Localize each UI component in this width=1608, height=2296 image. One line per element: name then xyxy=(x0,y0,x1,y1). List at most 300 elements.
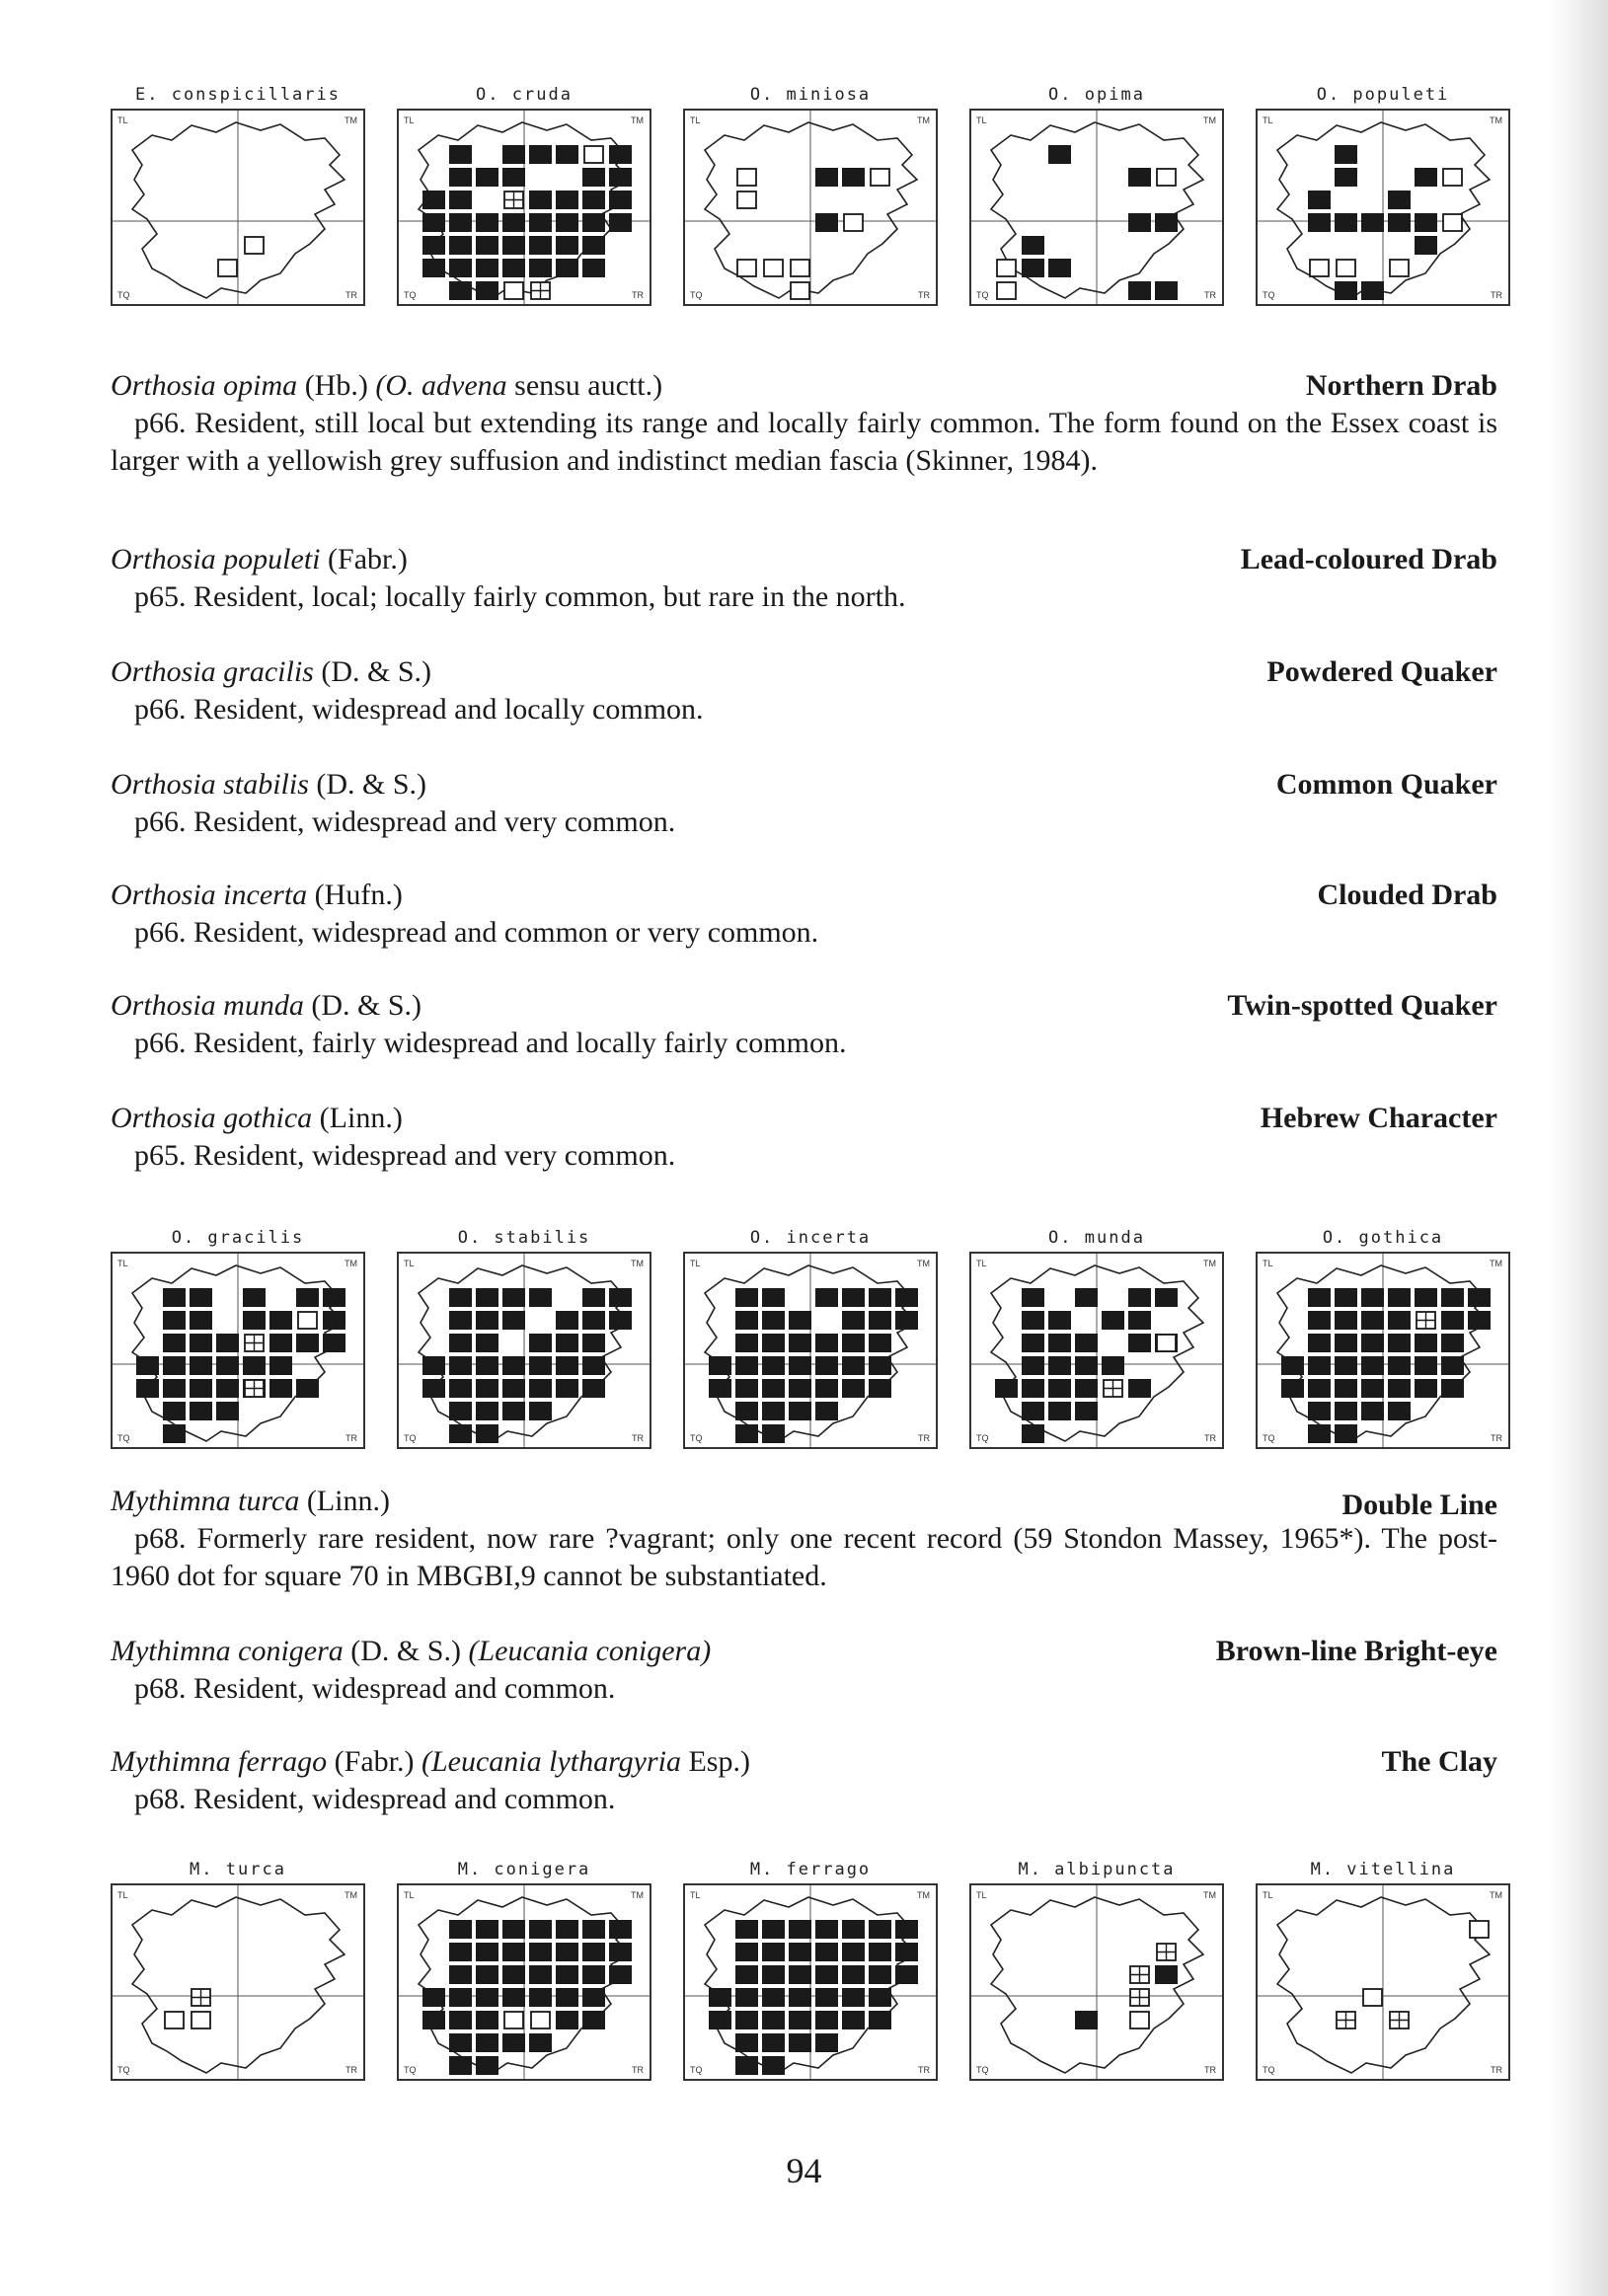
record-square-recent xyxy=(1308,1379,1331,1398)
record-square-recent xyxy=(762,1356,785,1375)
record-square-old xyxy=(1157,169,1176,186)
record-square-recent xyxy=(869,1920,891,1939)
record-square-recent xyxy=(449,1943,472,1961)
grid-corner-label: TR xyxy=(345,1433,357,1443)
record-square-recent xyxy=(449,236,472,255)
record-square-recent xyxy=(609,1311,632,1330)
essex-grid-map xyxy=(971,1885,1222,2079)
record-square-recent xyxy=(582,259,605,277)
grid-corner-label: TL xyxy=(404,1259,415,1268)
record-square-recent xyxy=(1388,1402,1411,1420)
essex-grid-map xyxy=(685,111,936,304)
record-square-old xyxy=(1443,214,1462,231)
grid-corner-label: TL xyxy=(976,115,987,125)
record-square-old xyxy=(165,2012,184,2028)
grid-corner-label: TR xyxy=(918,290,930,300)
map-frame xyxy=(1256,1252,1510,1449)
common-name: Clouded Drab xyxy=(1317,879,1497,911)
record-square-recent xyxy=(476,213,498,232)
record-square-recent xyxy=(1441,1379,1464,1398)
map-species-label: O. munda xyxy=(1048,1228,1145,1248)
record-square-recent xyxy=(1155,213,1178,232)
record-square-recent xyxy=(735,1920,758,1939)
record-square-recent xyxy=(1361,1402,1384,1420)
record-square-old xyxy=(504,282,523,299)
record-square-recent xyxy=(1335,1424,1357,1443)
record-square-recent xyxy=(815,213,838,232)
record-square-recent xyxy=(895,1943,918,1961)
record-square-recent xyxy=(190,1379,212,1398)
record-square-recent xyxy=(269,1311,292,1330)
grid-corner-label: TL xyxy=(1263,1890,1273,1900)
record-square-recent xyxy=(609,1965,632,1984)
record-square-old xyxy=(997,260,1016,276)
record-square-recent xyxy=(476,168,498,187)
record-square-recent xyxy=(449,1920,472,1939)
record-square-recent xyxy=(842,1334,865,1352)
record-square-recent xyxy=(869,2011,891,2029)
distribution-map xyxy=(969,1856,1224,2081)
map-species-label: O. incerta xyxy=(749,1228,872,1248)
map-species-label: O. opima xyxy=(1048,85,1145,105)
record-square-recent xyxy=(216,1379,239,1398)
distribution-map xyxy=(969,81,1224,306)
record-square-old xyxy=(1310,260,1329,276)
record-square-recent xyxy=(582,191,605,209)
record-square-recent xyxy=(163,1379,186,1398)
record-square-recent xyxy=(323,1311,345,1330)
grid-corner-label: TL xyxy=(117,115,128,125)
record-square-recent xyxy=(449,1288,472,1307)
species-accounts-orthosia xyxy=(111,367,1497,1179)
record-square-recent xyxy=(735,2056,758,2075)
record-square-recent xyxy=(163,1356,186,1375)
record-square-recent xyxy=(269,1334,292,1352)
record-square-recent xyxy=(1388,1334,1411,1352)
map-frame xyxy=(111,109,365,306)
record-square-recent xyxy=(842,1356,865,1375)
species-description: p66. Resident, widespread and common or very common. xyxy=(134,916,819,949)
record-square-recent xyxy=(502,1943,525,1961)
record-square-recent xyxy=(476,1965,498,1984)
grid-corner-label: TM xyxy=(345,1890,357,1900)
grid-corner-label: TQ xyxy=(117,1433,130,1443)
record-square-recent xyxy=(1048,1334,1071,1352)
record-square-recent xyxy=(869,1379,891,1398)
record-square-recent xyxy=(1308,213,1331,232)
record-square-recent xyxy=(529,1356,552,1375)
record-square-recent xyxy=(556,2011,578,2029)
record-square-recent xyxy=(1335,1334,1357,1352)
grid-corner-label: TM xyxy=(631,1890,644,1900)
map-species-label: M. conigera xyxy=(457,1860,591,1879)
record-square-recent xyxy=(529,1334,552,1352)
grid-corner-label: TL xyxy=(117,1890,128,1900)
record-square-recent xyxy=(529,1402,552,1420)
grid-corner-label: TM xyxy=(917,1259,930,1268)
record-square-recent xyxy=(1022,1379,1044,1398)
record-square-recent xyxy=(869,1288,891,1307)
record-square-recent xyxy=(582,1356,605,1375)
record-square-recent xyxy=(582,2011,605,2029)
species-description: p68. Resident, widespread and common. xyxy=(134,1672,616,1705)
record-square-recent xyxy=(190,1288,212,1307)
record-square-recent xyxy=(789,1988,811,2007)
record-square-recent xyxy=(1415,1356,1437,1375)
record-square-old xyxy=(298,1312,317,1329)
record-square-recent xyxy=(735,1356,758,1375)
record-square-recent xyxy=(1308,1334,1331,1352)
record-square-recent xyxy=(842,1988,865,2007)
record-square-old xyxy=(584,146,603,163)
grid-corner-label: TM xyxy=(631,115,644,125)
essex-grid-map xyxy=(399,111,650,304)
record-square-recent xyxy=(1155,281,1178,300)
map-frame xyxy=(969,109,1224,306)
grid-corner-label: TR xyxy=(1204,290,1216,300)
grid-corner-label: TR xyxy=(1491,2065,1502,2075)
record-square-recent xyxy=(609,145,632,164)
record-square-recent xyxy=(529,1920,552,1939)
record-square-recent xyxy=(476,259,498,277)
record-square-recent xyxy=(815,2033,838,2052)
common-name: Northern Drab xyxy=(1305,369,1497,402)
grid-corner-label: TL xyxy=(976,1890,987,1900)
grid-corner-label: TR xyxy=(1491,290,1502,300)
record-square-old xyxy=(764,260,783,276)
distribution-maps-row-2 xyxy=(111,1224,1502,1520)
grid-corner-label: TR xyxy=(345,2065,357,2075)
grid-corner-label: TR xyxy=(1204,2065,1216,2075)
grid-corner-label: TM xyxy=(631,1259,644,1268)
scientific-name: Orthosia stabilis (D. & S.) xyxy=(111,768,427,801)
record-square-recent xyxy=(762,2056,785,2075)
grid-corner-label: TQ xyxy=(1263,2065,1275,2075)
record-square-recent xyxy=(869,1311,891,1330)
record-square-recent xyxy=(609,168,632,187)
species-description: p66. Resident, widespread and locally common. xyxy=(134,693,704,726)
record-square-recent xyxy=(1128,281,1151,300)
species-description: p66. Resident, still local but extending its range and locally fairly common. The form found on the Essex coast is larger with a yellowish grey suffusion and indistinct median fascia (Skinner, 1984). xyxy=(111,407,1497,477)
record-square-recent xyxy=(815,1988,838,2007)
species-description: p65. Resident, local; locally fairly common, but rare in the north. xyxy=(134,580,906,613)
record-square-recent xyxy=(163,1311,186,1330)
map-frame xyxy=(111,1883,365,2081)
grid-corner-label: TL xyxy=(690,1890,701,1900)
essex-grid-map xyxy=(113,111,363,304)
record-square-recent xyxy=(529,236,552,255)
map-species-label: M. turca xyxy=(190,1860,286,1879)
record-square-recent xyxy=(869,1965,891,1984)
map-species-label: M. ferrago xyxy=(749,1860,872,1879)
record-square-recent xyxy=(709,2011,731,2029)
record-square-recent xyxy=(556,145,578,164)
record-square-recent xyxy=(1441,1334,1464,1352)
record-square-recent xyxy=(1308,1311,1331,1330)
record-square-recent xyxy=(556,1334,578,1352)
record-square-recent xyxy=(1308,1402,1331,1420)
record-square-recent xyxy=(1361,1334,1384,1352)
record-square-recent xyxy=(842,1288,865,1307)
record-square-recent xyxy=(190,1356,212,1375)
essex-grid-map xyxy=(971,111,1222,304)
record-square-recent xyxy=(1075,1356,1098,1375)
distribution-map xyxy=(1256,81,1510,306)
grid-corner-label: TL xyxy=(1263,115,1273,125)
record-square-recent xyxy=(709,1379,731,1398)
species-description: p66. Resident, fairly widespread and locally fairly common. xyxy=(134,1027,847,1059)
species-entry xyxy=(111,653,1497,766)
record-square-recent xyxy=(995,1379,1018,1398)
record-square-recent xyxy=(529,1988,552,2007)
record-square-recent xyxy=(1048,145,1071,164)
scientific-name: Orthosia munda (D. & S.) xyxy=(111,989,422,1022)
map-species-label: O. miniosa xyxy=(749,85,872,105)
record-square-recent xyxy=(449,1424,472,1443)
record-square-recent xyxy=(709,1356,731,1375)
record-square-recent xyxy=(609,1943,632,1961)
grid-corner-label: TQ xyxy=(690,2065,703,2075)
record-square-recent xyxy=(762,1988,785,2007)
record-square-recent xyxy=(556,259,578,277)
record-square-recent xyxy=(1388,191,1411,209)
record-square-recent xyxy=(582,1988,605,2007)
record-square-recent xyxy=(842,1943,865,1961)
record-square-recent xyxy=(163,1402,186,1420)
record-square-recent xyxy=(869,1356,891,1375)
record-square-old xyxy=(504,2012,523,2028)
record-square-recent xyxy=(422,1379,445,1398)
record-square-recent xyxy=(502,1988,525,2007)
record-square-recent xyxy=(1335,1356,1357,1375)
record-square-recent xyxy=(582,1920,605,1939)
record-square-recent xyxy=(582,168,605,187)
essex-grid-map xyxy=(1258,1885,1508,2079)
record-square-recent xyxy=(895,1311,918,1330)
record-square-recent xyxy=(869,1334,891,1352)
record-square-recent xyxy=(269,1379,292,1398)
record-square-recent xyxy=(449,191,472,209)
record-square-recent xyxy=(762,1334,785,1352)
record-square-recent xyxy=(449,168,472,187)
essex-grid-map xyxy=(1258,111,1508,304)
record-square-recent xyxy=(449,1356,472,1375)
record-square-recent xyxy=(216,1334,239,1352)
record-square-old xyxy=(1443,169,1462,186)
record-square-recent xyxy=(243,1311,266,1330)
grid-corner-label: TR xyxy=(345,290,357,300)
record-square-recent xyxy=(1415,1288,1437,1307)
record-square-recent xyxy=(422,213,445,232)
species-entry xyxy=(111,367,1497,541)
record-square-recent xyxy=(815,1920,838,1939)
record-square-recent xyxy=(1388,213,1411,232)
record-square-recent xyxy=(789,1920,811,1939)
distribution-maps-row-3 xyxy=(111,1856,1502,2152)
record-square-recent xyxy=(815,2011,838,2029)
record-square-recent xyxy=(1022,236,1044,255)
grid-corner-label: TR xyxy=(918,2065,930,2075)
record-square-recent xyxy=(789,2033,811,2052)
record-square-recent xyxy=(1308,191,1331,209)
record-square-recent xyxy=(815,1943,838,1961)
distribution-maps-row-1 xyxy=(111,81,1502,377)
record-square-recent xyxy=(449,1402,472,1420)
record-square-recent xyxy=(609,1920,632,1939)
record-square-recent xyxy=(556,1965,578,1984)
grid-corner-label: TR xyxy=(632,2065,644,2075)
record-square-recent xyxy=(762,2033,785,2052)
record-square-recent xyxy=(529,1379,552,1398)
record-square-recent xyxy=(1102,1356,1124,1375)
grid-corner-label: TR xyxy=(632,290,644,300)
record-square-recent xyxy=(789,1356,811,1375)
record-square-recent xyxy=(1335,1379,1357,1398)
record-square-old xyxy=(1470,1921,1489,1938)
record-square-recent xyxy=(190,1311,212,1330)
scientific-name: Orthosia opima (Hb.) (O. advena sensu auctt.) xyxy=(111,369,663,402)
record-square-recent xyxy=(789,1379,811,1398)
record-square-recent xyxy=(1022,1356,1044,1375)
grid-corner-label: TQ xyxy=(117,2065,130,2075)
grid-corner-label: TR xyxy=(632,1433,644,1443)
map-frame xyxy=(969,1252,1224,1449)
record-square-recent xyxy=(789,1311,811,1330)
record-square-recent xyxy=(1048,1311,1071,1330)
record-square-recent xyxy=(815,1379,838,1398)
record-square-recent xyxy=(815,1288,838,1307)
record-square-old xyxy=(218,260,237,276)
grid-corner-label: TQ xyxy=(404,1433,417,1443)
grid-corner-label: TM xyxy=(917,115,930,125)
map-species-label: O. populeti xyxy=(1316,85,1450,105)
record-square-old xyxy=(191,2012,210,2028)
record-square-recent xyxy=(163,1424,186,1443)
record-square-recent xyxy=(842,168,865,187)
record-square-recent xyxy=(216,1402,239,1420)
distribution-map xyxy=(397,81,651,306)
record-square-recent xyxy=(842,1965,865,1984)
record-square-recent xyxy=(1048,259,1071,277)
record-square-recent xyxy=(1415,213,1437,232)
record-square-recent xyxy=(1308,1424,1331,1443)
record-square-recent xyxy=(582,213,605,232)
record-square-recent xyxy=(1335,168,1357,187)
distribution-map xyxy=(1256,1224,1510,1449)
common-name: Lead-coloured Drab xyxy=(1240,543,1497,575)
record-square-recent xyxy=(476,2011,498,2029)
record-square-recent xyxy=(582,1379,605,1398)
record-square-recent xyxy=(762,1379,785,1398)
record-square-old xyxy=(1337,260,1355,276)
record-square-old xyxy=(791,260,809,276)
record-square-recent xyxy=(735,1379,758,1398)
record-square-recent xyxy=(1308,1288,1331,1307)
record-square-old xyxy=(1390,260,1409,276)
record-square-recent xyxy=(1075,1334,1098,1352)
record-square-old xyxy=(245,237,264,254)
record-square-recent xyxy=(502,236,525,255)
record-square-recent xyxy=(789,1402,811,1420)
record-square-recent xyxy=(1281,1379,1304,1398)
species-description: p68. Formerly rare resident, now rare ?vagrant; only one recent record (59 Stondon Massey, 1965*). The post-1960 dot for square 70 in MBGBI,9 cannot be substantiated. xyxy=(111,1522,1497,1592)
species-description: p66. Resident, widespread and very common. xyxy=(134,805,676,838)
record-square-recent xyxy=(1388,1311,1411,1330)
map-frame xyxy=(683,1883,938,2081)
record-square-recent xyxy=(1048,1356,1071,1375)
record-square-recent xyxy=(422,1988,445,2007)
grid-corner-label: TR xyxy=(918,1433,930,1443)
record-square-recent xyxy=(1128,1334,1151,1352)
record-square-recent xyxy=(895,1920,918,1939)
record-square-recent xyxy=(243,1356,266,1375)
common-name: Brown-line Bright-eye xyxy=(1215,1635,1497,1667)
species-entry xyxy=(111,1743,1497,1822)
record-square-recent xyxy=(1335,213,1357,232)
record-square-recent xyxy=(1102,1311,1124,1330)
record-square-recent xyxy=(895,1288,918,1307)
distribution-map xyxy=(1256,1856,1510,2081)
record-square-old xyxy=(844,214,863,231)
grid-corner-label: TL xyxy=(404,115,415,125)
map-species-label: M. albipuncta xyxy=(1018,1860,1176,1879)
record-square-recent xyxy=(815,1402,838,1420)
map-frame xyxy=(397,1883,651,2081)
species-entry xyxy=(111,987,1497,1100)
record-square-recent xyxy=(789,2011,811,2029)
record-square-recent xyxy=(735,2011,758,2029)
record-square-recent xyxy=(1361,1379,1384,1398)
scientific-name: Mythimna turca (Linn.) xyxy=(111,1485,390,1517)
map-species-label: O. gracilis xyxy=(171,1228,305,1248)
record-square-recent xyxy=(476,1356,498,1375)
record-square-recent xyxy=(815,1965,838,1984)
record-square-recent xyxy=(556,1356,578,1375)
record-square-recent xyxy=(735,1311,758,1330)
common-name: Twin-spotted Quaker xyxy=(1227,989,1497,1022)
record-square-recent xyxy=(422,191,445,209)
record-square-old xyxy=(1363,1989,1382,2006)
essex-grid-map xyxy=(113,1254,363,1447)
record-square-recent xyxy=(556,1920,578,1939)
record-square-recent xyxy=(476,1379,498,1398)
record-square-recent xyxy=(422,1356,445,1375)
record-square-recent xyxy=(1361,213,1384,232)
record-square-recent xyxy=(1441,1288,1464,1307)
record-square-recent xyxy=(815,1356,838,1375)
essex-grid-map xyxy=(685,1885,936,2079)
record-square-recent xyxy=(735,1334,758,1352)
record-square-recent xyxy=(1281,1356,1304,1375)
record-square-recent xyxy=(709,1988,731,2007)
record-square-recent xyxy=(163,1334,186,1352)
record-square-recent xyxy=(476,1920,498,1939)
record-square-recent xyxy=(502,1402,525,1420)
record-square-recent xyxy=(422,2011,445,2029)
record-square-recent xyxy=(1335,145,1357,164)
map-frame xyxy=(683,109,938,306)
record-square-old xyxy=(1130,2012,1149,2028)
record-square-recent xyxy=(735,1988,758,2007)
record-square-recent xyxy=(323,1288,345,1307)
record-square-recent xyxy=(502,1965,525,1984)
record-square-recent xyxy=(1022,1424,1044,1443)
record-square-recent xyxy=(895,1965,918,1984)
record-square-recent xyxy=(1468,1311,1491,1330)
grid-corner-label: TL xyxy=(690,115,701,125)
record-square-recent xyxy=(529,145,552,164)
record-square-recent xyxy=(762,1920,785,1939)
